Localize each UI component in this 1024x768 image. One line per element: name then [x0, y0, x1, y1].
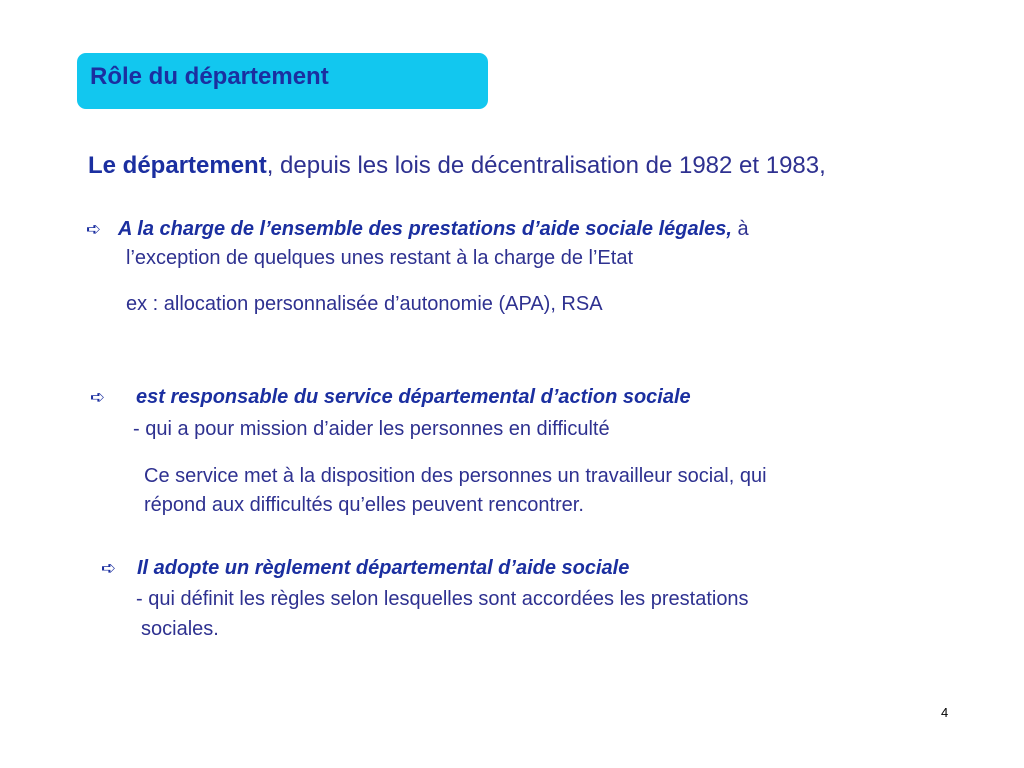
bullet2-line2: - qui a pour mission d’aider les personnes en difficulté — [133, 418, 610, 440]
bullet2-detail-line1: Ce service met à la disposition des personnes un travailleur social, qui — [144, 465, 767, 487]
arrow-bullet-icon: ➪ — [90, 387, 106, 408]
arrow-bullet-icon: ➪ — [101, 558, 117, 579]
bullet1-line2: l’exception de quelques unes restant à la charge de l’Etat — [126, 247, 634, 269]
bullet3-emphasis: Il adopte un règlement départemental d’aide sociale — [137, 557, 630, 579]
bullet1-emphasis: A la charge de l’ensemble des prestations d’aide sociale légales, — [118, 218, 732, 240]
intro-bold: Le département — [88, 152, 267, 179]
bullet3-line3: sociales. — [141, 618, 219, 640]
bullet2-detail-line2: répond aux difficultés qu’elles peuvent rencontrer. — [144, 494, 584, 516]
arrow-bullet-icon: ➪ — [86, 219, 102, 240]
slide-title: Rôle du département — [90, 63, 329, 90]
bullet1-line1 — [118, 218, 749, 241]
intro-line — [88, 152, 826, 180]
bullet2-emphasis: est responsable du service départemental d’action sociale — [136, 386, 691, 408]
bullet3-line1 — [137, 557, 629, 580]
bullet3-line2: - qui définit les règles selon lesquelles sont accordées les prestations — [136, 588, 749, 610]
title-box — [77, 53, 488, 109]
bullet1-example: ex : allocation personnalisée d’autonomie (APA), RSA — [126, 293, 603, 315]
page-number: 4 — [941, 705, 949, 720]
bullet2-line1 — [136, 386, 691, 409]
intro-rest: , depuis les lois de décentralisation de 1982 et 1983, — [266, 152, 826, 179]
bullet1-tail: à — [731, 218, 749, 240]
